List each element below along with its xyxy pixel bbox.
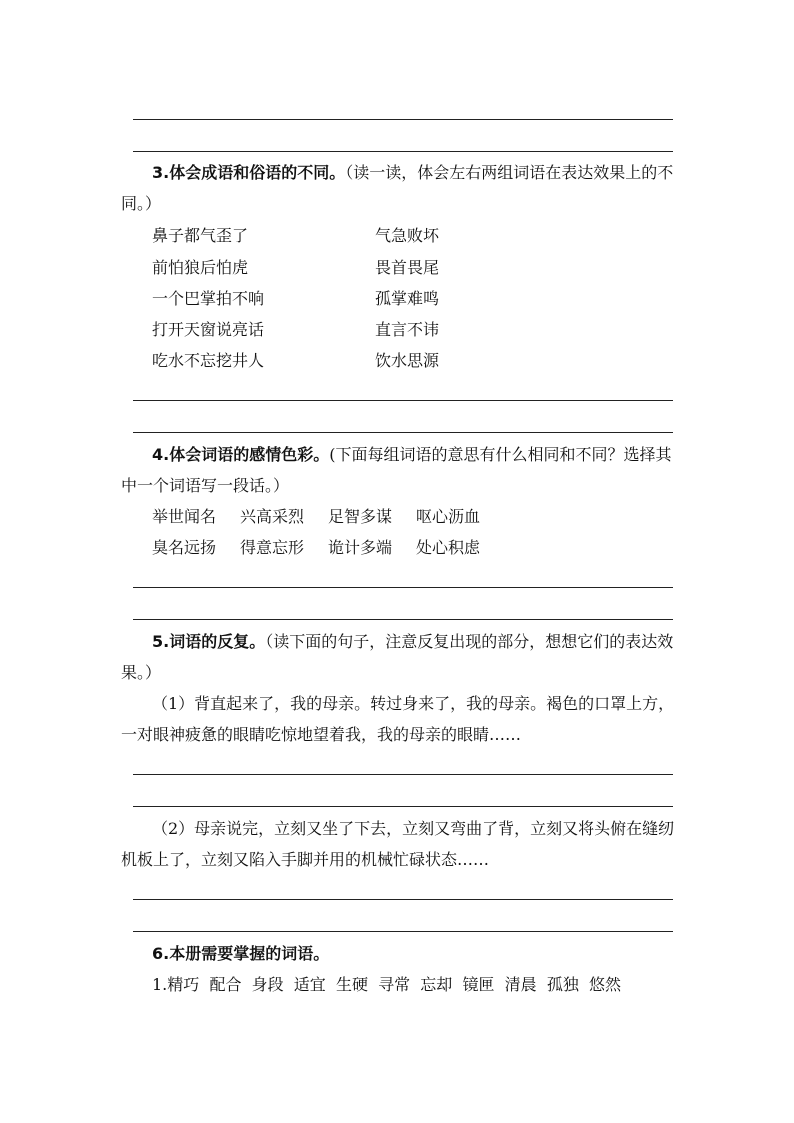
q6-title: 6.本册需要掌握的词语。 <box>152 944 330 963</box>
answer-line <box>133 931 673 932</box>
q4-word: 举世闻名 <box>152 507 217 526</box>
q5-instruction-continued: 果。） <box>121 663 162 682</box>
q3-heading <box>152 163 673 183</box>
q4-word: 足智多谋 <box>328 507 393 526</box>
q5-heading <box>152 632 673 652</box>
q3-left-phrase: 鼻子都气歪了 <box>152 226 249 245</box>
q4-word-row <box>152 507 480 527</box>
q4-word: 臭名远扬 <box>152 538 217 557</box>
q3-left-phrase: 前怕狼后怕虎 <box>152 258 249 277</box>
q5-sentence-2: （2）母亲说完，立刻又坐了下去，立刻又弯曲了背，立刻又将头俯在缝纫 <box>152 819 675 838</box>
q6-word-list: 1.精巧 配合 身段 适宜 生硬 寻常 忘却 镜匣 清晨 孤独 悠然 <box>152 975 621 994</box>
q4-title: 4.体会词语的感情色彩。 <box>152 445 330 464</box>
answer-line <box>133 899 673 900</box>
q3-right-phrase: 孤掌难鸣 <box>375 289 440 308</box>
answer-line <box>133 587 673 588</box>
q4-word: 诡计多端 <box>328 538 393 557</box>
answer-line <box>133 400 673 401</box>
q3-right-phrase: 饮水思源 <box>375 351 440 370</box>
q5-instruction: （读下面的句子，注意反复出现的部分，想想它们的表达效 <box>265 632 674 651</box>
q3-left-phrase: 一个巴掌拍不响 <box>152 289 265 308</box>
q3-instruction: （读一读，体会左右两组词语在表达效果上的不 <box>345 163 674 182</box>
answer-line <box>133 432 673 433</box>
q5-sentence-2-continued: 机板上了，立刻又陷入手脚并用的机械忙碌状态…… <box>121 850 490 869</box>
answer-line <box>133 774 673 775</box>
answer-line <box>133 151 673 152</box>
q4-word-row <box>152 538 480 558</box>
answer-line <box>133 119 673 120</box>
q4-heading <box>152 445 671 465</box>
q5-sentence-1-continued: 一对眼神疲惫的眼睛吃惊地望着我，我的母亲的眼睛…… <box>121 725 522 744</box>
q3-right-phrase: 畏首畏尾 <box>375 258 440 277</box>
q3-right-phrase: 直言不讳 <box>375 320 440 339</box>
q4-word: 呕心沥血 <box>416 507 481 526</box>
q4-instruction: (下面每组词语的意思有什么相同和不同？选择其 <box>329 445 672 464</box>
answer-line <box>133 619 673 620</box>
q4-instruction-continued: 中一个词语写一段话。） <box>121 476 290 495</box>
q3-right-phrase: 气急败坏 <box>375 226 440 245</box>
q4-word: 兴高采烈 <box>240 507 305 526</box>
q3-title: 3.体会成语和俗语的不同。 <box>152 163 346 182</box>
q6-heading <box>152 944 329 964</box>
q3-left-phrase: 打开天窗说亮话 <box>152 320 265 339</box>
q3-left-phrase: 吃水不忘挖井人 <box>152 351 265 370</box>
q5-title: 5.词语的反复。 <box>152 632 266 651</box>
q4-word: 处心积虑 <box>416 538 481 557</box>
answer-line <box>133 806 673 807</box>
q3-instruction-continued: 同。） <box>121 194 162 213</box>
q5-sentence-1: （1）背直起来了，我的母亲。转过身来了，我的母亲。褐色的口罩上方， <box>152 694 675 713</box>
q4-word: 得意忘形 <box>240 538 305 557</box>
